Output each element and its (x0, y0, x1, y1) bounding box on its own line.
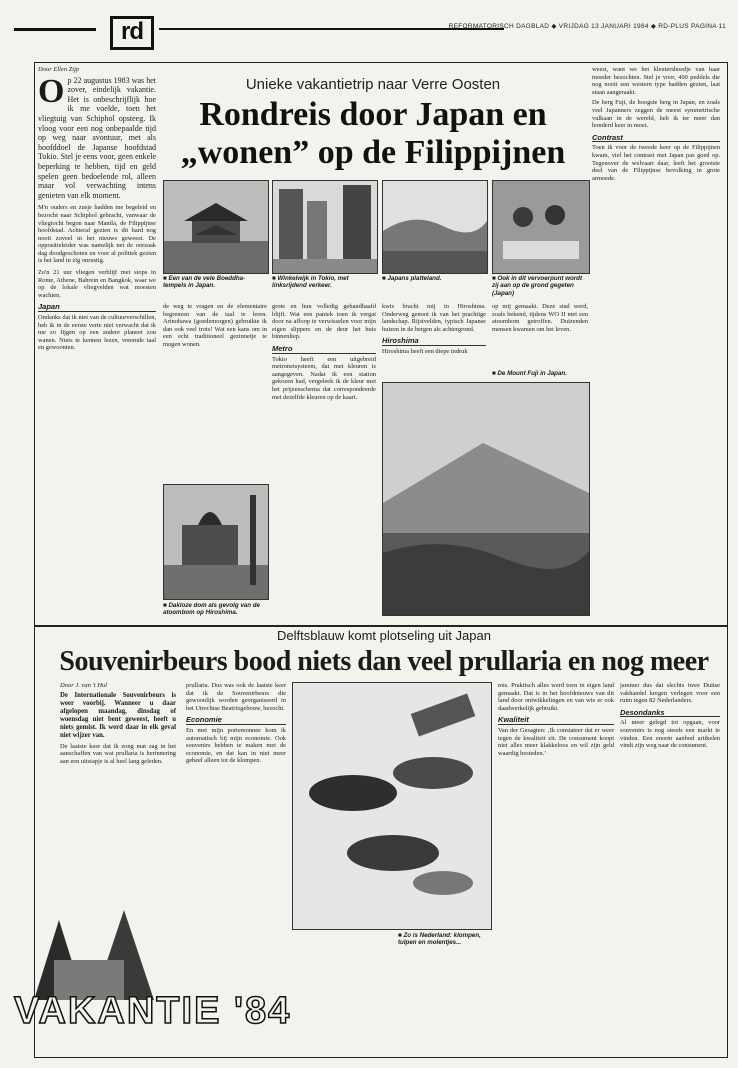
dome-illustration (164, 485, 268, 599)
countryside-illustration (383, 181, 487, 273)
subhead-japan: Japan (38, 303, 156, 312)
eating-illustration (493, 181, 589, 273)
article1-right-column (592, 66, 720, 622)
article2-col-3 (498, 682, 614, 1050)
photo-eating (492, 180, 590, 274)
article2-col2-text: prullaria. Dus was ook de laatste keer dat ik de Souvenirbeurs die gewoonlijk worden georganiseerd in het Utrechtse Beatrixgebouw, bezocht. (186, 682, 286, 712)
right-p1: weest, want we het kleutershoedje van haar moeder bezochten. Stel je voor, 400 peddels die nog nooit een western type hadden gezien, laat staan aangeraakt. (592, 66, 720, 96)
photo-hiroshima-dome (163, 484, 269, 600)
caption-temple: ■ Een van de vele Boeddha-tempels in Japan. (163, 275, 246, 290)
mid-col-a-text: de weg te vragen en de elementaire begrenzen van de taal te leren. Arinohawa (goedemorgen) gebruikte ik dan ook veel trots! Wat een kans om in een echt traditioneel gezinnetje te mogen wonen. (163, 303, 267, 348)
photo-mount-fuji (382, 382, 590, 616)
photo-temple (163, 180, 269, 274)
street-illustration (273, 181, 377, 273)
temple-illustration (164, 181, 268, 273)
article1-mid-col-1 (163, 303, 267, 473)
photo-clogs-tulips (292, 682, 492, 930)
article1-lead (38, 72, 156, 201)
clogs-illustration (293, 683, 491, 929)
vakantie-84-logo: VAKANTIE '84 (14, 990, 292, 1032)
caption-clogs: ■ Zo is Nederland: klompen, tulpen en molentjes... (398, 932, 481, 947)
caption-hiroshima: ■ Dakloze dom als gevolg van de atoombom op Hiroshima. (163, 602, 260, 617)
photo-countryside (382, 180, 488, 274)
photo-tokyo-street (272, 180, 378, 274)
article1-mid-col-2 (272, 303, 376, 473)
article2-byline: Door J. van 't Hul (60, 682, 108, 689)
dropcap: O (38, 72, 65, 110)
caption-tokyo: ■ Winkelwijk in Tokio, met linksrijdend verkeer. (272, 275, 349, 290)
fuji-illustration (383, 383, 589, 615)
article2-kicker: Delftsblauw komt plotseling uit Japan (277, 628, 491, 643)
folio-line: REFORMATORISCH DAGBLAD ◆ VRIJDAG 13 JANUARI 1984 ◆ RD-PLUS PAGINA 11 (448, 23, 726, 30)
article1-headline (163, 96, 583, 172)
article2-col1-text: De laatste keer dat ik zong mat zag in het aanschaffen van wat prullaria is herinnering aan een uitstapje is al heel lang geleden. (60, 742, 176, 765)
article1-col1-p3: Ondanks dat ik niet van de cultuurverschillen, heb ik in de eerste verte niet verwacht dat ik me zo fijgen op een andere planeet zou wanen. Niets te kennen lezen, vreemde taal en gewoonten. (38, 314, 156, 352)
subhead-metro: Metro (272, 345, 376, 354)
subhead-hiroshima: Hiroshima (382, 337, 486, 346)
article2-headline: Souvenirbeurs bood niets dan veel prullaria en nog meer (59, 646, 709, 677)
subhead-desondanks: Desondanks (620, 709, 720, 718)
subhead-kwaliteit: Kwaliteit (498, 716, 614, 725)
rd-logo: rd (110, 16, 154, 50)
mid-col-f-text: op mij gemaakt. Deze stad werd, zoals bekend, tijdens WO II met een atoombom getroffen. Duizenden mensen kwamen om het leven. (492, 303, 588, 333)
masthead-rule-left (14, 28, 96, 31)
article1-col1-p1: M'n ouders en zusje hadden me begeleid en bezocht naar Schiphol gebracht, vanwaar de vliegtocht begon naar Manila, de Filippijnse hoofdstad. Achteraf gezien is dit hard nog nooit zoveel in het nieuws geweest. De oppositieleider was namelijk net de oorzaak dag doodgeschoten en voor al politiek gezien is het land in zig onrustig. (38, 204, 156, 265)
mid-col-d-text: kwis bracht mij in Hiroshima. Onderweg genoot ik van het prachtige landschap. Rijstvelden, typisch Japanse huizen in de bergen als achtergrond. (382, 303, 486, 333)
article1-col1-p2: Zo'n 21 uur vliegen verblijf met stops in Rome, Athene, Bahrein en Bangkok, waar we op de lokale vliegvelden wat moesten wachten. (38, 269, 156, 299)
right-p3: Toen ik voor de tweede keer op de Filippijnen kwam, viel het contrast met Japan pas goed op. Tegenover de welvaart daar, leeft het grootste deel van de Filippijnse bevolking in grote armoede. (592, 144, 720, 182)
article2-intro: De Internationale Souvenirbeurs is weer voorbij. Wanneer u daar afgelopen maandag, dinsdag of woensdag niet bent geweest, heeft u niets gemist. Ik werd daar in elk geval niet wijzer van. (60, 691, 176, 739)
article2-col3-text: mis. Praktisch alles werd toen in eigen land gemaakt. Dat is in het hoofdnieuws van dit land door ontwikkelingen en van wie er ook daadwerkelijk gebruikt. (498, 682, 614, 712)
subhead-economie: Economie (186, 716, 286, 725)
article1-kicker: Unieke vakantietrip naar Verre Oosten (245, 76, 501, 93)
article1-left-column (38, 66, 156, 622)
masthead (14, 18, 726, 45)
right-p2: De berg Fuji, de hoogste berg in Japan, en zoals veel Japanners zeggen de meest symmetrische vulkaan in de wereld, heb ik ter meer dan honderd keer in moet. (592, 99, 720, 130)
article2-col4-text: jammer dus dat slechts twee Duitse vakhandel kregen verlegen voor een ruim tegen 82 Nederlanders. (620, 682, 720, 705)
article1-byline: Door Ellen Zijp (38, 66, 80, 73)
lead-text: p 22 augustus 1983 was het zover, eindelijk vakantie. Het is onbeschrijflijk hoe ik me voelde, toen het vliegtuig van Schiphol opsteeg. Ik vloog voor een nog onbepaalde tijd op weg naar avontuur, met als hoofddoel de Japanse hoofdstad Tokio. Stel je eens voor, geen enkele beperking te hebben, tijd en geld spelen geen bedoelende rol, alleen maar vol verwachting intens genieten van elk moment. (38, 75, 156, 200)
article2-col2b-text: En met mijn portemonnee kom ik automatisch bij mijn economie. Ook souvenirs hebben te maken met de economie, en dat kan in niet meer geheel alleen tot de klompen. (186, 726, 286, 765)
mid-col-b-text: grote en hun volledig gehandhaafd blijft. Wat een paniek toen ik vergat door na afloop te verwisselen voor mijn eigen slippers en de deur het huis binnenliep. (272, 303, 376, 341)
headline-line-1: Rondreis door Japan en (199, 96, 547, 133)
article2-col3b-text: Van der Gesagten: ‚Ik constateer dat er weer tegen de kwaliteit zit. De consument koopt niet alles meer klakkeloos en wil zijn geld waardig besteden.’ (498, 726, 614, 757)
article2-col4b-text: Al meer gelegd tot opgaan, voor souvenirs is nog steeds een markt te vinden. Een enorm aanbod artikelen vindt zijn weg naar de consument. (620, 719, 720, 750)
headline-line-2: „wonen” op de Filippijnen (180, 134, 566, 171)
caption-countryside: ■ Japans platteland. (382, 275, 442, 282)
mid-col-c-text: Tokio heeft een uitgebreid metronetsysteem, dat met kleuren is aangegeven. Nadat ik een station gekozen had, vergeleek ik de kleur met het prijzenschema dat correspondeerde met dezelfde kleuren op de kaart. (272, 355, 376, 401)
article2-col-4 (620, 682, 720, 1050)
mid-col-e-text: Hiroshima heeft een diepe indruk (382, 347, 468, 355)
caption-eating: ■ Ook in dit vervoerpunt wordt zij aan op de grond gegeten (Japan) (492, 275, 583, 297)
caption-fuji: ■ De Mount Fuji in Japan. (492, 370, 567, 377)
subhead-contrast: Contrast (592, 134, 720, 143)
